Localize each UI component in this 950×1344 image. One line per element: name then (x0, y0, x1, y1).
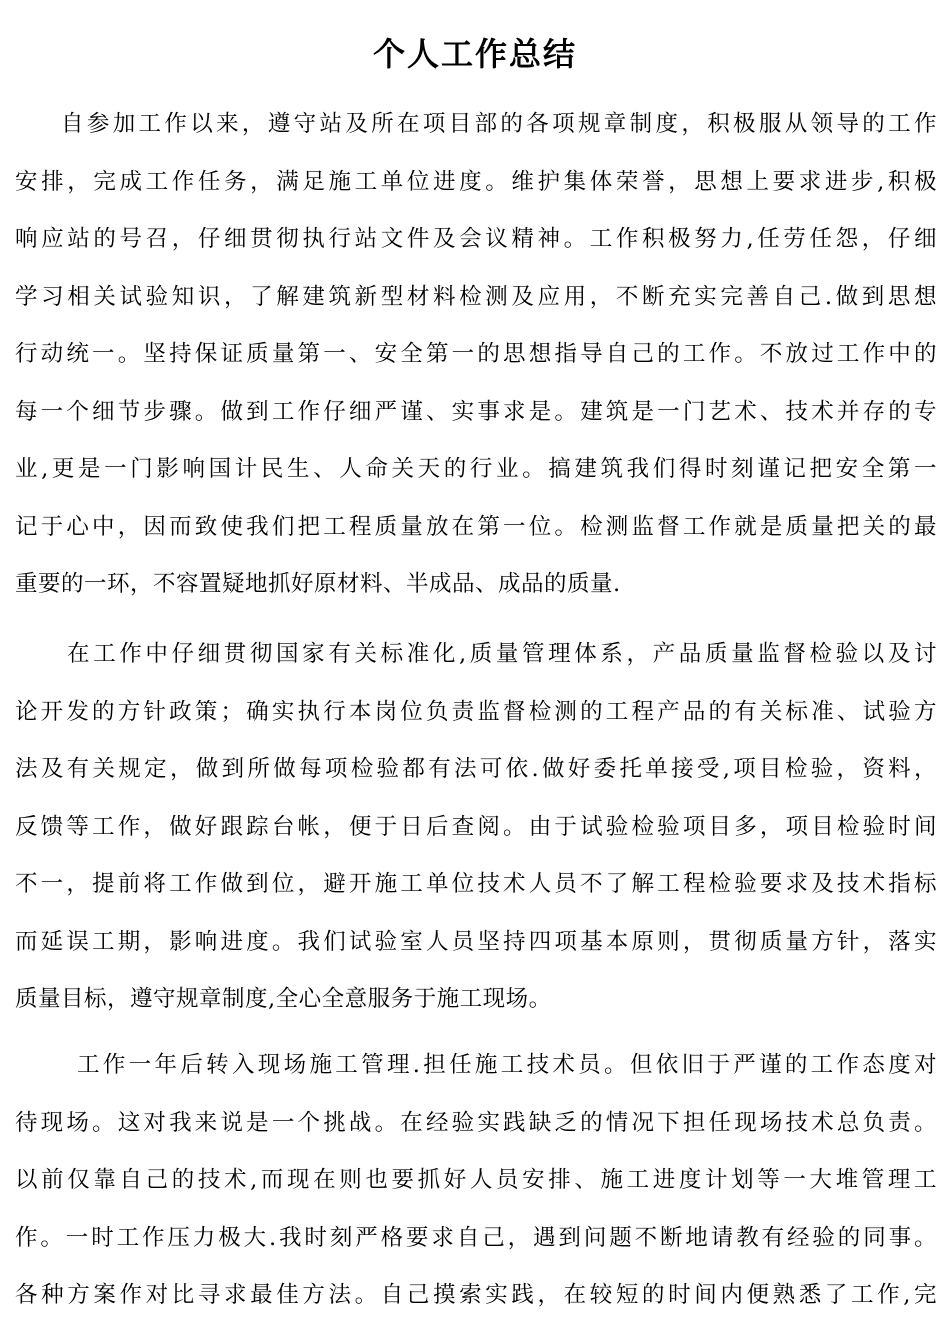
paragraph-line: 工作一年后转入现场施工管理.担任施工技术员。但依旧于严谨的工作态度对 (77, 1052, 937, 1078)
paragraph-line: 法及有关规定，做到所做每项检验都有法可依.做好委托单接受,项目检验，资料， (15, 756, 937, 782)
paragraph-line: 每一个细节步骤。做到工作仔细严谨、实事求是。建筑是一门艺术、技术并存的专 (15, 398, 937, 425)
paragraph-line: 记于心中，因而致使我们把工程质量放在第一位。检测监督工作就是质量把关的最 (15, 513, 937, 540)
paragraph-1 (15, 96, 937, 614)
paragraph-line: 响应站的号召，仔细贯彻执行站文件及会议精神。工作积极努力,任劳任怨，仔细 (15, 226, 937, 252)
paragraph-line: 待现场。这对我来说是一个挑战。在经验实践缺乏的情况下担任现场技术总负责。 (15, 1109, 937, 1136)
paragraph-line: 自参加工作以来，遵守站及所在项目部的各项规章制度，积极服从领导的工作 (61, 111, 937, 137)
paragraph-line: 业,更是一门影响国计民生、人命关天的行业。搞建筑我们得时刻谨记把安全第一 (15, 456, 937, 482)
paragraph-line: 各种方案作对比寻求最佳方法。自己摸索实践，在较短的时间内便熟悉了工作,完 (15, 1282, 937, 1308)
paragraph-line: 重要的一环，不容置疑地抓好原材料、半成品、成品的质量. (15, 571, 621, 597)
paragraph-line: 而延误工期，影响进度。我们试验室人员坚持四项基本原则，贯彻质量方针，落实 (15, 928, 937, 955)
paragraph-line: 不一，提前将工作做到位，避开施工单位技术人员不了解工程检验要求及技术指标 (15, 871, 937, 897)
paragraph-3 (15, 1037, 937, 1325)
paragraph-line: 安排，完成工作任务，满足施工单位进度。维护集体荣誉，思想上要求进步,积极 (15, 168, 937, 195)
paragraph-line: 论开发的方针政策；确实执行本岗位负责监督检测的工程产品的有关标准、试验方 (15, 698, 937, 725)
document-title: 个人工作总结 (372, 35, 577, 73)
paragraph-line: 学习相关试验知识，了解建筑新型材料检测及应用，不断充实完善自己.做到思想 (15, 283, 937, 310)
paragraph-line: 质量目标，遵守规章制度,全心全意服务于施工现场。 (15, 986, 552, 1012)
paragraph-line: 反馈等工作，做好跟踪台帐，便于日后查阅。由于试验检验项目多，项目检验时间 (15, 813, 937, 840)
paragraph-line: 以前仅靠自己的技术,而现在则也要抓好人员安排、施工进度计划等一大堆管理工 (15, 1167, 937, 1193)
paragraph-line: 作。一时工作压力极大.我时刻严格要求自己，遇到问题不断地请教有经验的同事。 (15, 1224, 937, 1251)
paragraph-2 (15, 626, 937, 1029)
paragraph-line: 行动统一。坚持保证质量第一、安全第一的思想指导自己的工作。不放过工作中的 (15, 341, 937, 367)
paragraph-line: 在工作中仔细贯彻国家有关标准化,质量管理体系，产品质量监督检验以及讨 (67, 641, 937, 667)
